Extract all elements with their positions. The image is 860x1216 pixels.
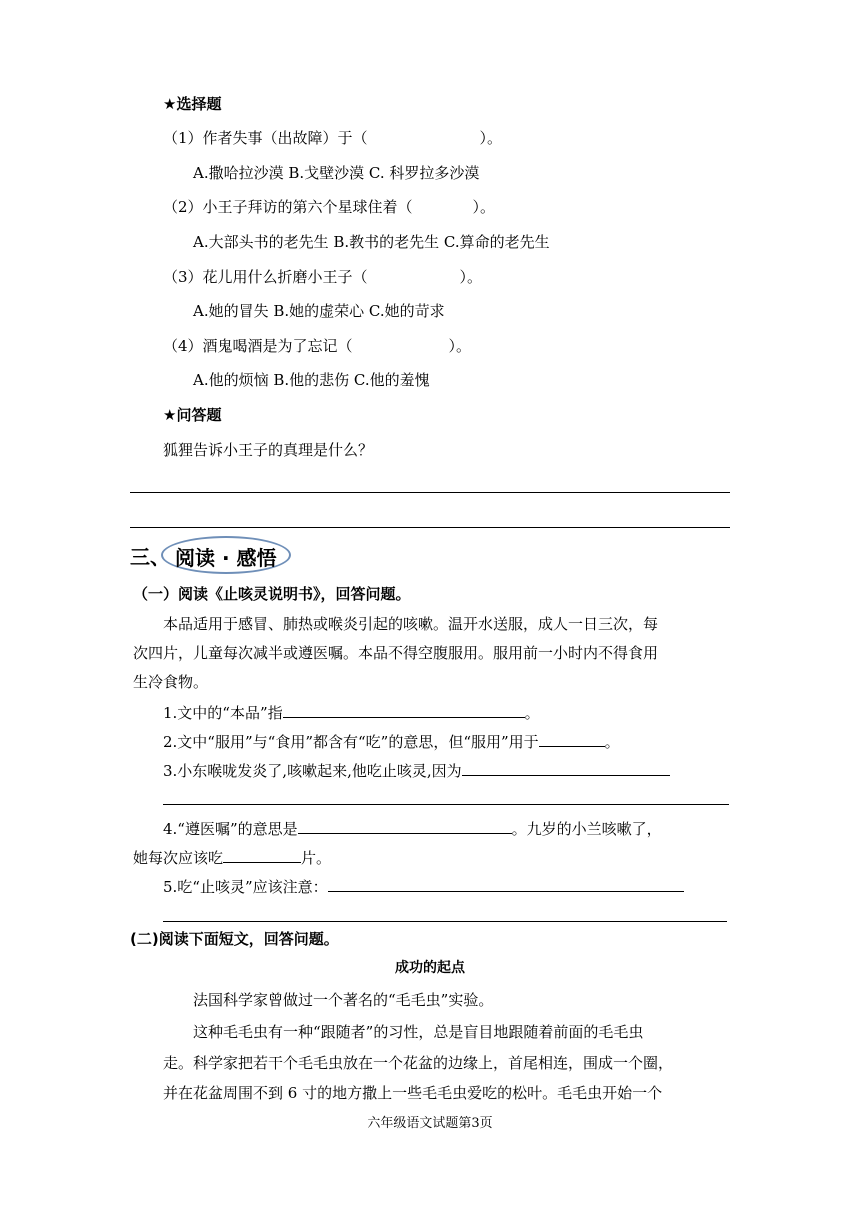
part1-q5-text: 5.吃“止咳灵”应该注意： bbox=[163, 878, 328, 896]
choice-question-2-close: ）。 bbox=[472, 198, 496, 216]
part1-passage-line-2: 次四片，儿童每次减半或遵医嘱。本品不得空腹服用。服用前一小时内不得食用 bbox=[133, 644, 659, 662]
choice-question-4 bbox=[163, 335, 471, 357]
part2-paragraph-2: 这种毛毛虫有一种“跟随者”的习性，总是盲目地跟随着前面的毛毛虫 bbox=[193, 1023, 644, 1041]
part1-q3-text: 3.小东喉咙发炎了,咳嗽起来,他吃止咳灵,因为 bbox=[163, 762, 462, 780]
choice-question-2 bbox=[163, 196, 495, 218]
part1-q4-line2a: 她每次应该吃 bbox=[133, 849, 224, 867]
part1-q1 bbox=[163, 701, 540, 724]
part2-title: 成功的起点 bbox=[395, 960, 465, 976]
choice-question-2-stem: （2）小王子拜访的第六个星球住着（ bbox=[163, 198, 413, 216]
section3-number: 三、 bbox=[130, 545, 170, 569]
choice-options-2: A.大部头书的老先生 B.教书的老先生 C.算命的老先生 bbox=[193, 233, 550, 251]
part1-q4-mid: 。九岁的小兰咳嗽了， bbox=[511, 820, 662, 838]
choice-options-3: A.她的冒失 B.她的虚荣心 C.她的苛求 bbox=[193, 302, 445, 320]
choice-options-4: A.他的烦恼 B.他的悲伤 C.他的羞愧 bbox=[193, 371, 430, 389]
part1-q4-line2 bbox=[133, 846, 331, 869]
part1-q2-blank[interactable] bbox=[539, 730, 605, 747]
choice-question-1 bbox=[163, 127, 502, 149]
qa-answer-line-1[interactable] bbox=[130, 492, 730, 493]
part1-q4-line2b: 片。 bbox=[301, 849, 332, 867]
part1-heading: （一）阅读《止咳灵说明书》，回答问题。 bbox=[133, 585, 411, 603]
part2-paragraph-3: 走。科学家把若干个毛毛虫放在一个花盆的边缘上，首尾相连，围成一个圈， bbox=[163, 1054, 674, 1072]
page-footer: 六年级语文试题第3页 bbox=[367, 1116, 493, 1131]
part1-q5-answer-line[interactable] bbox=[163, 921, 727, 922]
choice-question-3-close: ）。 bbox=[459, 268, 483, 286]
part1-q1-blank[interactable] bbox=[283, 701, 525, 718]
choice-question-4-close: ）。 bbox=[448, 337, 472, 355]
qa-answer-line-2[interactable] bbox=[130, 527, 730, 528]
choice-question-3-stem: （3）花儿用什么折磨小王子（ bbox=[163, 268, 368, 286]
choice-question-4-stem: （4）酒鬼喝酒是为了忘记（ bbox=[163, 337, 353, 355]
part1-q4-text: 4.“遵医嘱”的意思是 bbox=[163, 820, 298, 838]
part1-q3 bbox=[163, 759, 670, 782]
part1-q4 bbox=[163, 817, 662, 840]
choice-question-3 bbox=[163, 266, 482, 288]
part1-q4-blank-1[interactable] bbox=[298, 817, 512, 834]
part2-heading: (二)阅读下面短文，回答问题。 bbox=[130, 930, 339, 948]
section3-title: 阅读 · 感悟 bbox=[175, 546, 277, 570]
part1-q1-text: 1.文中的“本品”指 bbox=[163, 704, 283, 722]
part2-paragraph-1: 法国科学家曾做过一个著名的“毛毛虫”实验。 bbox=[193, 991, 494, 1009]
part1-q1-end: 。 bbox=[524, 704, 540, 722]
part1-q2-text: 2.文中“服用”与“食用”都含有“吃”的意思，但“服用”用于 bbox=[163, 733, 539, 751]
part1-q2 bbox=[163, 730, 620, 753]
part1-q3-blank[interactable] bbox=[462, 759, 670, 776]
part1-q2-end: 。 bbox=[604, 733, 620, 751]
qa-question: 狐狸告诉小王子的真理是什么？ bbox=[163, 441, 374, 459]
part1-passage-line-1: 本品适用于感冒、肺热或喉炎引起的咳嗽。温开水送服，成人一日三次，每 bbox=[163, 615, 659, 633]
qa-heading: ★问答题 bbox=[163, 406, 222, 424]
part1-q3-answer-line[interactable] bbox=[163, 804, 729, 805]
choice-options-1: A.撒哈拉沙漠 B.戈壁沙漠 C. 科罗拉多沙漠 bbox=[193, 164, 480, 182]
part1-passage-line-3: 生冷食物。 bbox=[133, 673, 209, 691]
part2-paragraph-4: 并在花盆周围不到 6 寸的地方撒上一些毛毛虫爱吃的松叶。毛毛虫开始一个 bbox=[163, 1084, 663, 1102]
choice-question-1-stem: （1）作者失事（出故障）于（ bbox=[163, 129, 368, 147]
part1-q5 bbox=[163, 875, 684, 898]
part1-q4-blank-2[interactable] bbox=[223, 846, 301, 863]
choice-heading: ★选择题 bbox=[163, 95, 222, 113]
choice-question-1-close: ）。 bbox=[479, 129, 503, 147]
part1-q5-blank[interactable] bbox=[328, 875, 684, 892]
